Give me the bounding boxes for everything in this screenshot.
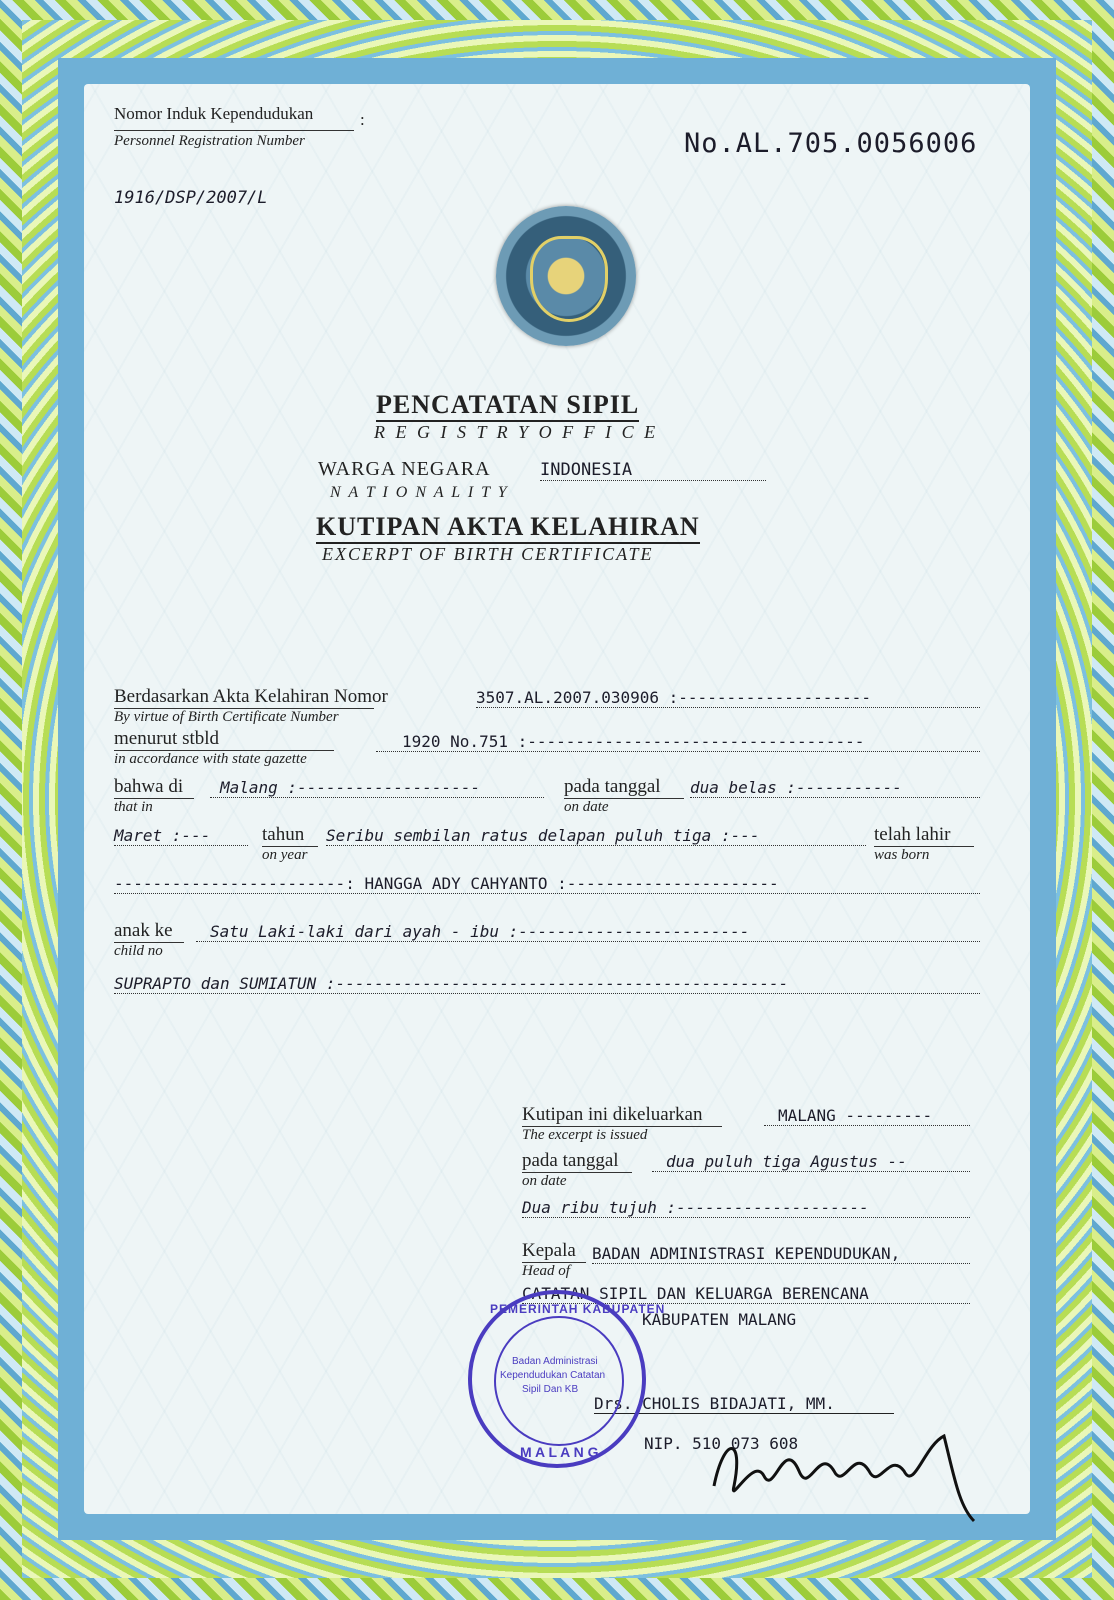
stamp-ring bbox=[494, 1316, 624, 1446]
row4-month-value: Maret :--- bbox=[114, 826, 248, 846]
issued-label: Kutipan ini dikeluarkan bbox=[522, 1104, 703, 1125]
row3b-label: pada tanggal bbox=[564, 776, 661, 797]
row3-sublabel: that in bbox=[114, 798, 194, 816]
row2-sublabel: in accordance with state gazette bbox=[114, 750, 334, 768]
issue-date-value: dua puluh tiga Agustus -- bbox=[652, 1152, 970, 1172]
nationality-value: INDONESIA bbox=[540, 460, 766, 481]
registration-number: 1916/DSP/2007/L bbox=[114, 188, 268, 208]
emblem-shield bbox=[530, 236, 608, 322]
row4b-sublabel: was born bbox=[874, 846, 974, 864]
official-nip: NIP. 510 073 608 bbox=[644, 1434, 799, 1453]
issued-sublabel: The excerpt is issued bbox=[522, 1126, 722, 1144]
issued-value: MALANG --------- bbox=[764, 1106, 970, 1126]
stamp-line3: Sipil Dan KB bbox=[522, 1384, 579, 1395]
row3-value: Malang :------------------- bbox=[210, 778, 544, 798]
stamp-line1: Badan Administrasi bbox=[512, 1356, 598, 1367]
row3-label: bahwa di bbox=[114, 776, 184, 797]
row6-value: Satu Laki-laki dari ayah - ibu :------------------------ bbox=[196, 922, 980, 942]
garuda-emblem-icon bbox=[496, 206, 636, 346]
nik-label-en: Personnel Registration Number bbox=[114, 130, 354, 150]
head-sublabel: Head of bbox=[522, 1262, 586, 1280]
stamp-ring-top: PEMERINTAH KABUPATEN bbox=[490, 1302, 666, 1316]
parents-value: SUPRAPTO dan SUMIATUN :----------------------------------------------- bbox=[114, 974, 980, 994]
row3b-sublabel: on date bbox=[564, 798, 684, 816]
nationality-label-en: N A T I O N A L I T Y bbox=[330, 484, 509, 501]
stamp-ring-bottom: M A L A N G bbox=[520, 1444, 599, 1460]
office-title: PENCATATAN SIPIL bbox=[376, 390, 639, 422]
head-label: Kepala bbox=[522, 1240, 576, 1261]
certificate-paper bbox=[84, 84, 1030, 1514]
head-value-line2: CATATAN SIPIL DAN KELUARGA BERENCANA bbox=[522, 1284, 970, 1304]
row2-label: menurut stbld bbox=[114, 728, 220, 749]
issue-year-value: Dua ribu tujuh :-------------------- bbox=[522, 1198, 970, 1218]
head-value-line3: KABUPATEN MALANG bbox=[642, 1310, 797, 1329]
document-title-en: EXCERPT OF BIRTH CERTIFICATE bbox=[322, 544, 654, 564]
stamp-line2: Kependudukan Catatan bbox=[500, 1370, 606, 1381]
row2-value: 1920 No.751 :----------------------------------- bbox=[376, 732, 980, 752]
row6-label: anak ke bbox=[114, 920, 173, 941]
head-value-line1: BADAN ADMINISTRASI KEPENDUDUKAN, bbox=[592, 1244, 970, 1264]
official-name: Drs. CHOLIS BIDAJATI, MM. bbox=[594, 1394, 894, 1414]
row4-year-value: Seribu sembilan ratus delapan puluh tiga :--- bbox=[326, 826, 866, 846]
row3b-value: dua belas :----------- bbox=[690, 778, 980, 798]
row1-sublabel: By virtue of Birth Certificate Number bbox=[114, 708, 374, 726]
document-title: KUTIPAN AKTA KELAHIRAN bbox=[316, 512, 700, 544]
nik-label-id: Nomor Induk Kependudukan bbox=[114, 104, 314, 123]
office-title-en: R E G I S T R Y O F F I C E bbox=[374, 422, 659, 442]
issue-date-sublabel: on date bbox=[522, 1172, 632, 1190]
row6-sublabel: child no bbox=[114, 942, 184, 960]
signature-icon bbox=[704, 1416, 1004, 1526]
nationality-label: WARGA NEGARA bbox=[318, 458, 491, 480]
issue-date-label: pada tanggal bbox=[522, 1150, 619, 1171]
serial-number: No.AL.705.0056006 bbox=[684, 128, 978, 159]
row1-value: 3507.AL.2007.030906 :-------------------- bbox=[476, 688, 980, 708]
nik-colon: : bbox=[360, 110, 365, 129]
row4-label: tahun bbox=[262, 824, 305, 845]
official-stamp bbox=[468, 1290, 666, 1468]
row1-label: Berdasarkan Akta Kelahiran Nomor bbox=[114, 686, 388, 707]
child-name-value: ------------------------: HANGGA ADY CAHYANTO :---------------------- bbox=[114, 874, 980, 894]
row4b-label: telah lahir bbox=[874, 824, 951, 845]
row4-sublabel: on year bbox=[262, 846, 318, 864]
